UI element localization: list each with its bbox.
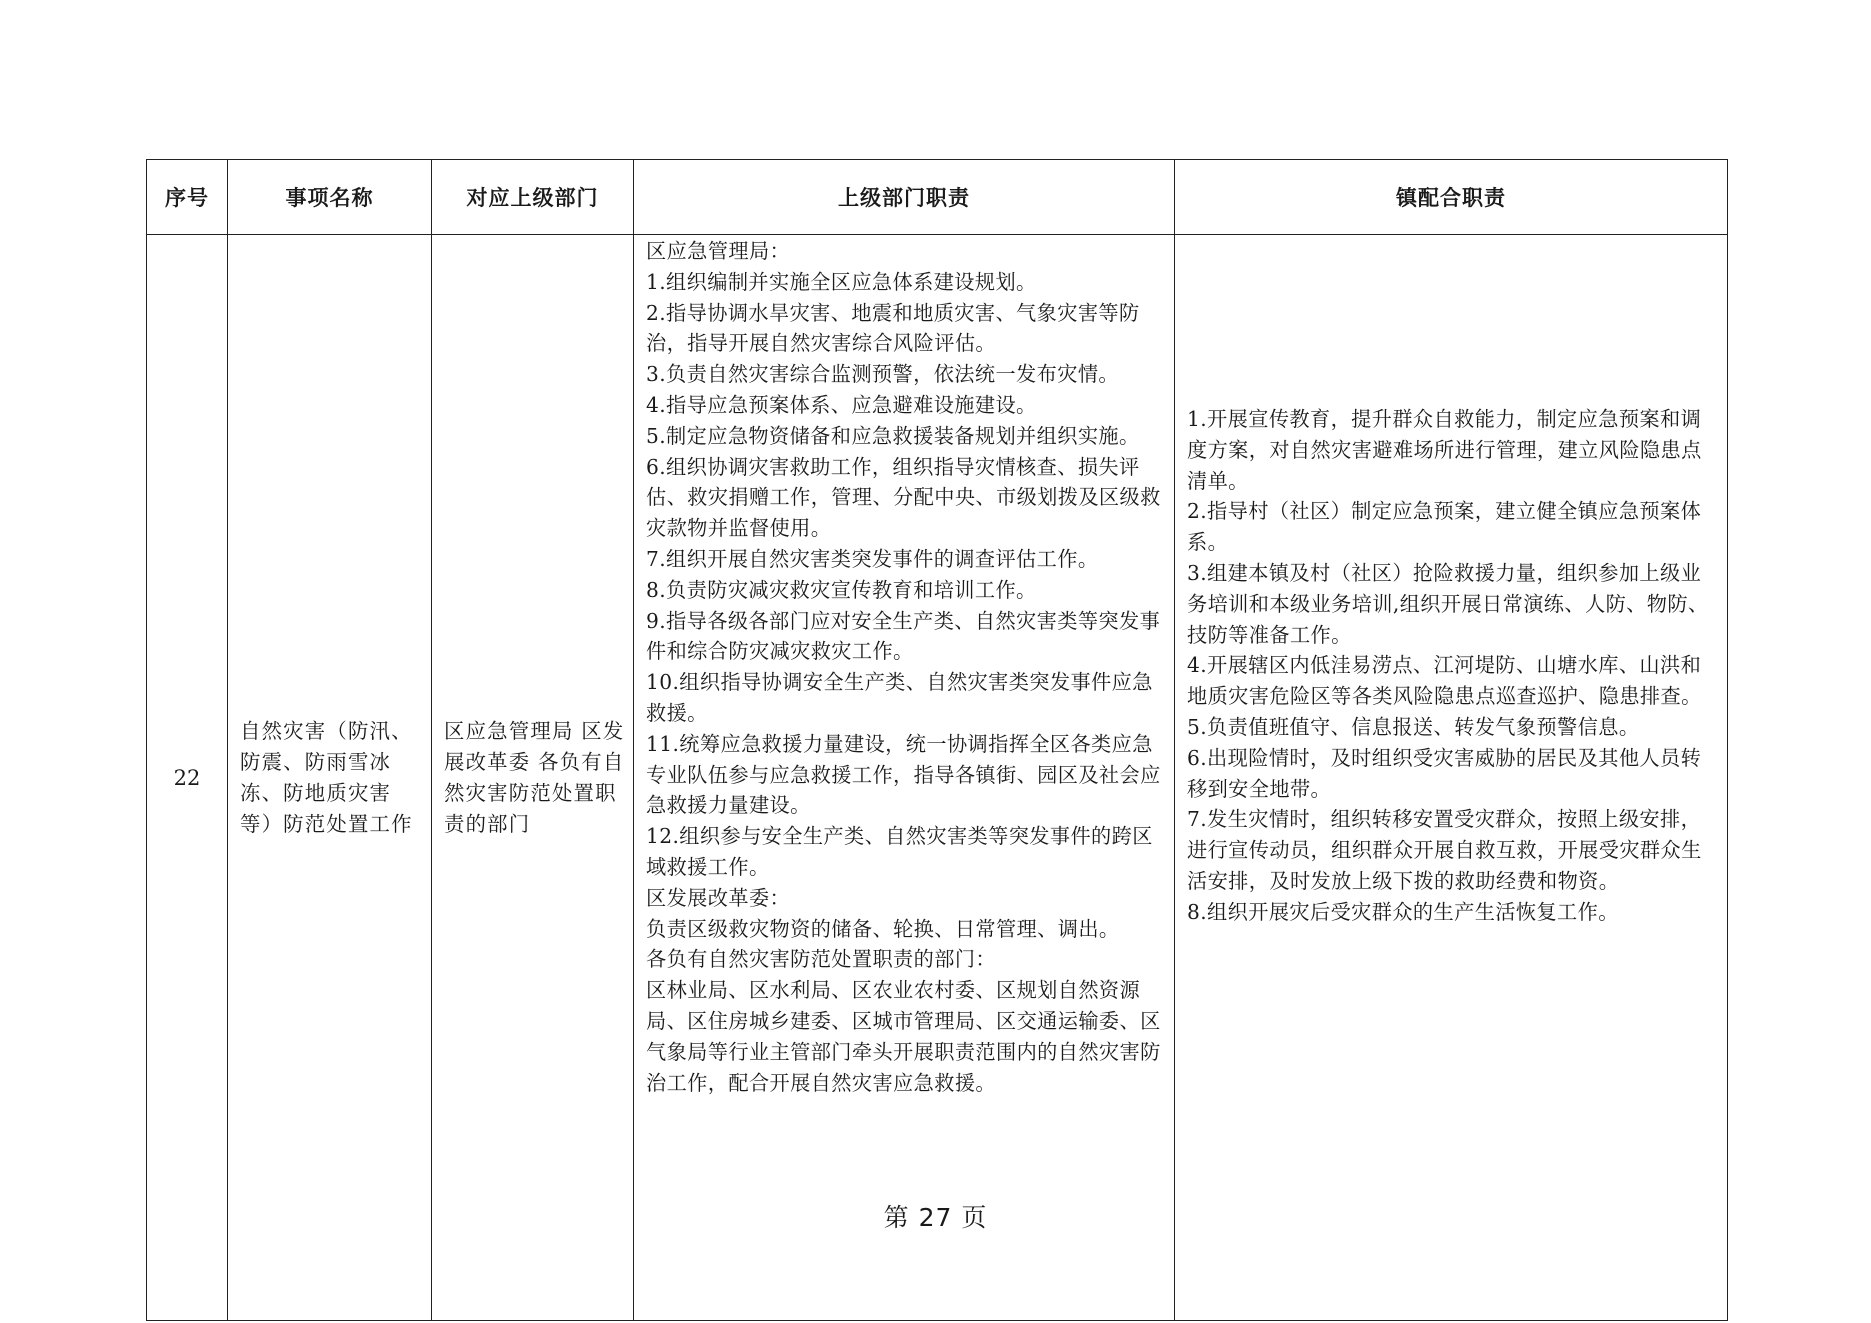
town-duty-line: 1.开展宣传教育，提升群众自救能力，制定应急预案和调度方案，对自然灾害避难场所进行管理，建立风险隐患点清单。 — [1187, 407, 1702, 493]
town-duty-line: 4.开展辖区内低洼易涝点、江河堤防、山塘水库、山洪和地质灾害危险区等各类风险隐患点巡查巡护、隐患排查。 — [1187, 653, 1702, 709]
upper-duty-line: 5.制定应急物资储备和应急救援装备规划并组织实施。 — [646, 423, 1140, 448]
upper-duty-line: 4.指导应急预案体系、应急避难设施建设。 — [646, 392, 1037, 417]
row-upper-departments: 区应急管理局 区发展改革委 各负有自然灾害防范处置职责的部门 — [432, 235, 634, 1321]
upper-duty-line: 7.组织开展自然灾害类突发事件的调查评估工作。 — [646, 546, 1099, 571]
upper-duty-line: 10.组织指导协调安全生产类、自然灾害类突发事件应急救援。 — [646, 670, 1153, 725]
town-duty-line: 6.出现险情时，及时组织受灾害威胁的居民及其他人员转移到安全地带。 — [1187, 745, 1702, 801]
town-duty-line: 2.指导村（社区）制定应急预案，建立健全镇应急预案体系。 — [1187, 499, 1702, 555]
upper-duty-line: 2.指导协调水旱灾害、地震和地质灾害、气象灾害等防治，指导开展自然灾害综合风险评估。 — [646, 300, 1140, 356]
page-number: 第 27 页 — [883, 1203, 988, 1232]
header-town-duties: 镇配合职责 — [1175, 160, 1728, 235]
row-town-duties — [1175, 235, 1728, 1321]
town-duty-line: 8.组织开展灾后受灾群众的生产生活恢复工作。 — [1187, 899, 1619, 924]
upper-duty-line: 12.组织参与安全生产类、自然灾害类等突发事件的跨区域救援工作。 — [646, 824, 1153, 879]
upper-duty-line: 各负有自然灾害防范处置职责的部门： — [646, 947, 996, 972]
row-item-name: 自然灾害（防汛、防震、防雨雪冰冻、防地质灾害等）防范处置工作 — [228, 235, 432, 1321]
responsibility-table — [146, 159, 1728, 1321]
upper-duty-line: 6.组织协调灾害救助工作，组织指导灾情核查、损失评估、救灾捐赠工作，管理、分配中央、市级划拨及区级救灾款物并监督使用。 — [646, 454, 1161, 541]
upper-duty-line: 3.负责自然灾害综合监测预警，依法统一发布灾情。 — [646, 362, 1119, 387]
upper-duty-line: 区发展改革委： — [646, 885, 791, 910]
header-upper-department: 对应上级部门 — [432, 160, 634, 235]
town-duty-line: 7.发生灾情时，组织转移安置受灾群众，按照上级安排，进行宣传动员，组织群众开展自救互救，开展受灾群众生活安排，及时发放上级下拨的救助经费和物资。 — [1187, 807, 1702, 893]
upper-duty-line: 11.统筹应急救援力量建设，统一协调指挥全区各类应急专业队伍参与应急救援工作，指导各镇街、园区及社会应急救援力量建设。 — [646, 731, 1161, 818]
table-row — [147, 235, 1728, 1321]
header-upper-duties: 上级部门职责 — [634, 160, 1175, 235]
upper-duty-line: 区林业局、区水利局、区农业农村委、区规划自然资源局、区住房城乡建委、区城市管理局、区交通运输委、区气象局等行业主管部门牵头开展职责范围内的自然灾害防治工作，配合开展自然灾害应急救援。 — [646, 978, 1161, 1095]
header-index: 序号 — [147, 160, 228, 235]
header-item-name: 事项名称 — [228, 160, 432, 235]
upper-duty-line: 9.指导各级各部门应对安全生产类、自然灾害类等突发事件和综合防灾减灾救灾工作。 — [646, 608, 1161, 664]
row-upper-duties — [634, 235, 1175, 1321]
row-index: 22 — [147, 235, 228, 1321]
town-duty-line: 3.组建本镇及村（社区）抢险救援力量，组织参加上级业务培训和本级业务培训,组织开展日常演练、人防、物防、技防等准备工作。 — [1187, 560, 1709, 647]
upper-duty-line: 区应急管理局： — [646, 239, 791, 263]
table-header-row — [147, 160, 1728, 235]
town-duty-line: 5.负责值班值守、信息报送、转发气象预警信息。 — [1187, 714, 1640, 739]
upper-duty-line: 8.负责防灾减灾救灾宣传教育和培训工作。 — [646, 577, 1037, 602]
upper-duty-line: 负责区级救灾物资的储备、轮换、日常管理、调出。 — [646, 916, 1120, 941]
upper-duty-line: 1.组织编制并实施全区应急体系建设规划。 — [646, 269, 1037, 294]
